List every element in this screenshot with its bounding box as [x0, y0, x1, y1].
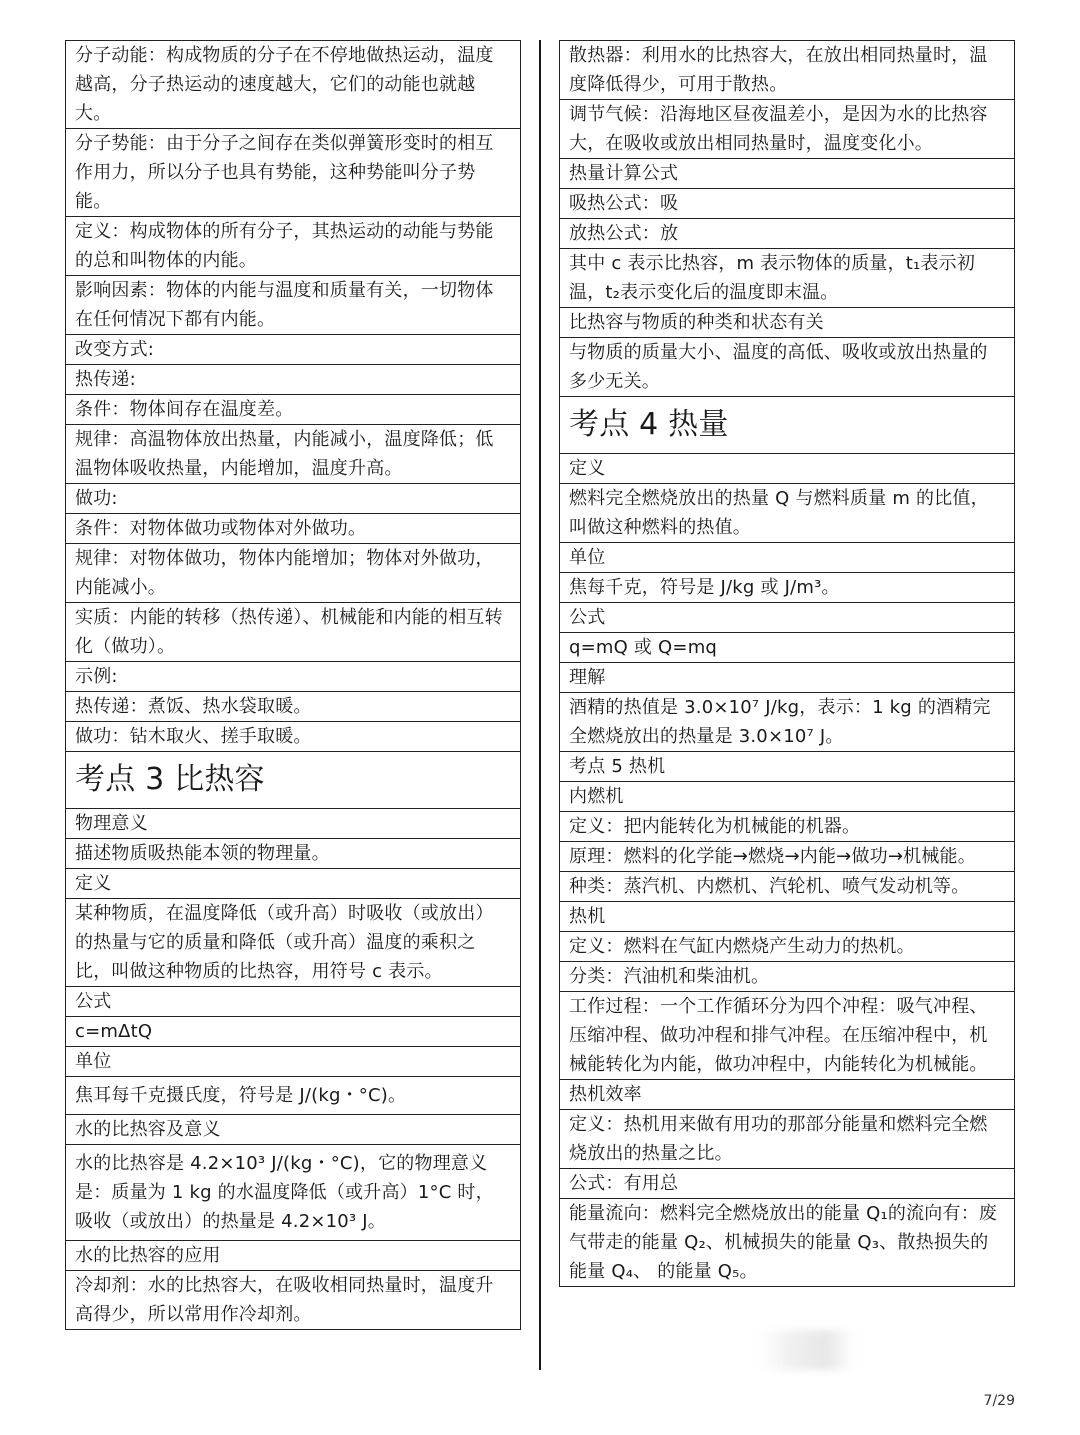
table-row: 分子势能：由于分子之间存在类似弹簧形变时的相互作用力，所以分子也具有势能，这种势能叫分子势能。 [65, 129, 521, 217]
table-row: 分子动能：构成物质的分子在不停地做热运动，温度越高，分子热运动的速度越大，它们的动能也就越大。 [65, 40, 521, 129]
table-row: 理解 [559, 663, 1015, 693]
table-row: 种类：蒸汽机、内燃机、汽轮机、喷气发动机等。 [559, 872, 1015, 902]
table-row: 定义：把内能转化为机械能的机器。 [559, 812, 1015, 842]
table-row: 定义：构成物体的所有分子，其热运动的动能与势能的总和叫物体的内能。 [65, 217, 521, 276]
table-row: 单位 [65, 1047, 521, 1077]
table-row: 单位 [559, 543, 1015, 573]
table-row: 焦每千克，符号是 J/kg 或 J/m³。 [559, 573, 1015, 603]
table-row: 水的比热容的应用 [65, 1241, 521, 1271]
table-row: c=mΔtQ [65, 1017, 521, 1047]
table-row: 物理意义 [65, 809, 521, 839]
table-row: 焦耳每千克摄氏度，符号是 J/(kg・°C)。 [65, 1077, 521, 1115]
table-row: 酒精的热值是 3.0×10⁷ J/kg，表示：1 kg 的酒精完全燃烧放出的热量是 3.0×10⁷ J。 [559, 693, 1015, 752]
table-row: 某种物质，在温度降低（或升高）时吸收（或放出）的热量与它的质量和降低（或升高）温度的乘积之比，叫做这种物质的比热容，用符号 c 表示。 [65, 899, 521, 987]
left-column [65, 40, 521, 1330]
table-row: 考点 5 热机 [559, 752, 1015, 782]
table-row: 调节气候：沿海地区昼夜温差小，是因为水的比热容大，在吸收或放出相同热量时，温度变化小。 [559, 100, 1015, 159]
table-row: 比热容与物质的种类和状态有关 [559, 308, 1015, 338]
table-row: 水的比热容及意义 [65, 1115, 521, 1145]
section-heading: 考点 3 比热容 [65, 752, 521, 809]
table-row: 原理：燃料的化学能→燃烧→内能→做功→机械能。 [559, 842, 1015, 872]
table-row: 规律：对物体做功，物体内能增加；物体对外做功，内能减小。 [65, 544, 521, 603]
table-row: 公式 [65, 987, 521, 1017]
table-row: 影响因素：物体的内能与温度和质量有关，一切物体在任何情况下都有内能。 [65, 276, 521, 335]
table-row: 实质：内能的转移（热传递）、机械能和内能的相互转化（做功）。 [65, 603, 521, 662]
table-row: 内燃机 [559, 782, 1015, 812]
table-row: 燃料完全燃烧放出的热量 Q 与燃料质量 m 的比值，叫做这种燃料的热值。 [559, 484, 1015, 543]
table-row: 公式：有用总 [559, 1169, 1015, 1199]
table-row: 能量流向：燃料完全燃烧放出的能量 Q₁的流向有：废气带走的能量 Q₂、机械损失的能量 Q₃、散热损失的能量 Q₄、 的能量 Q₅。 [559, 1199, 1015, 1287]
table-row: 热机效率 [559, 1080, 1015, 1110]
page-number: 7/29 [983, 1393, 1015, 1409]
table-row: 做功：钻木取火、搓手取暖。 [65, 722, 521, 752]
blurred-region [760, 1330, 855, 1370]
table-row: 热机 [559, 902, 1015, 932]
table-row: 定义：燃料在气缸内燃烧产生动力的热机。 [559, 932, 1015, 962]
table-row: 冷却剂：水的比热容大，在吸收相同热量时，温度升高得少，所以常用作冷却剂。 [65, 1271, 521, 1330]
table-row: 热量计算公式 [559, 159, 1015, 189]
right-column [559, 40, 1015, 1287]
table-row: 工作过程：一个工作循环分为四个冲程：吸气冲程、压缩冲程、做功冲程和排气冲程。在压缩冲程中，机械能转化为内能，做功冲程中，内能转化为机械能。 [559, 992, 1015, 1080]
section-heading: 考点 4 热量 [559, 397, 1015, 454]
table-row: 改变方式: [65, 335, 521, 365]
table-row: 做功: [65, 484, 521, 514]
column-divider [539, 40, 541, 1370]
table-row: 吸热公式：吸 [559, 189, 1015, 219]
table-row: 定义 [65, 869, 521, 899]
table-row: 散热器：利用水的比热容大，在放出相同热量时，温度降低得少，可用于散热。 [559, 40, 1015, 100]
table-row: 条件：物体间存在温度差。 [65, 395, 521, 425]
table-row: 定义 [559, 454, 1015, 484]
table-row: 分类：汽油机和柴油机。 [559, 962, 1015, 992]
table-row: q=mQ 或 Q=mq [559, 633, 1015, 663]
table-row: 示例: [65, 662, 521, 692]
table-row: 水的比热容是 4.2×10³ J/(kg・°C)，它的物理意义是：质量为 1 kg 的水温度降低（或升高）1°C 时，吸收（或放出）的热量是 4.2×10³ J。 [65, 1145, 521, 1241]
table-row: 条件：对物体做功或物体对外做功。 [65, 514, 521, 544]
table-row: 热传递: [65, 365, 521, 395]
table-row: 规律：高温物体放出热量，内能减小，温度降低；低温物体吸收热量，内能增加，温度升高。 [65, 425, 521, 484]
table-row: 描述物质吸热能本领的物理量。 [65, 839, 521, 869]
table-row: 定义：热机用来做有用功的那部分能量和燃料完全燃烧放出的热量之比。 [559, 1110, 1015, 1169]
table-row: 放热公式：放 [559, 219, 1015, 249]
table-row: 公式 [559, 603, 1015, 633]
table-row: 其中 c 表示比热容，m 表示物体的质量，t₁表示初温，t₂表示变化后的温度即末温。 [559, 249, 1015, 308]
table-row: 热传递：煮饭、热水袋取暖。 [65, 692, 521, 722]
table-row: 与物质的质量大小、温度的高低、吸收或放出热量的多少无关。 [559, 338, 1015, 397]
